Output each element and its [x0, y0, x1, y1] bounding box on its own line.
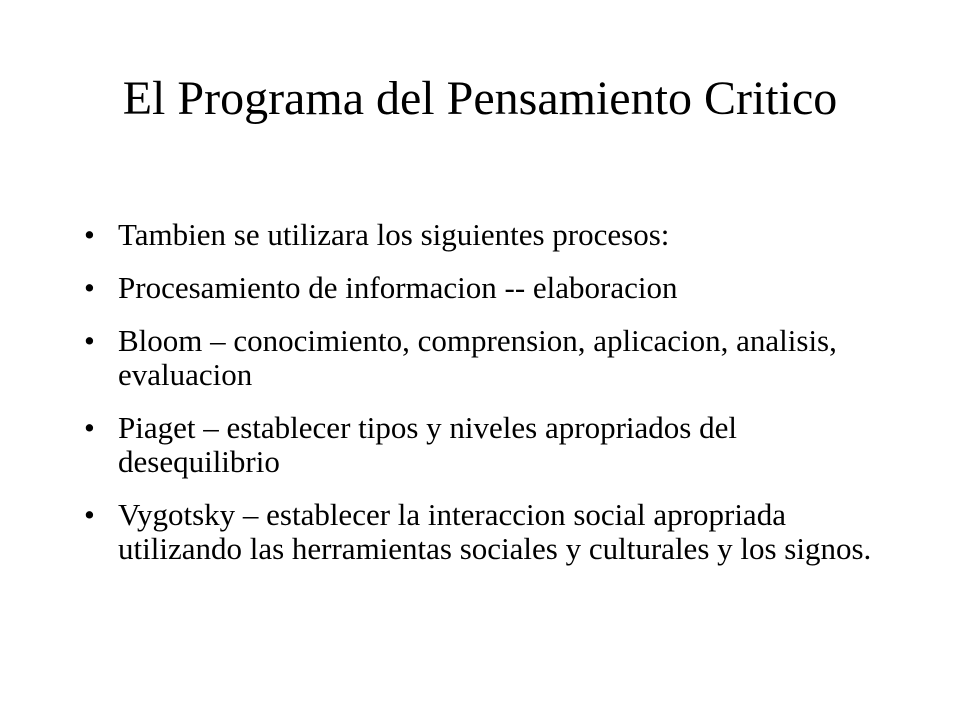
- bullet-text: Procesamiento de informacion -- elaboracion: [118, 270, 678, 305]
- bullet-icon: •: [84, 410, 95, 445]
- bullet-item: [84, 411, 884, 479]
- bullet-item: [84, 218, 884, 252]
- bullet-list: [84, 218, 884, 585]
- bullet-icon: •: [84, 323, 95, 358]
- bullet-item: [84, 324, 884, 392]
- bullet-item: [84, 498, 884, 566]
- bullet-text: Tambien se utilizara los siguientes procesos:: [118, 217, 670, 252]
- bullet-icon: •: [84, 497, 95, 532]
- bullet-text: Piaget – establecer tipos y niveles apropriados del desequilibrio: [118, 410, 737, 479]
- slide-title: El Programa del Pensamiento Critico: [122, 72, 838, 125]
- bullet-icon: •: [84, 217, 95, 252]
- bullet-icon: •: [84, 270, 95, 305]
- bullet-item: [84, 271, 884, 305]
- bullet-text: Vygotsky – establecer la interaccion social apropriada utilizando las herramientas sociales y culturales y los signos.: [118, 497, 872, 566]
- bullet-text: Bloom – conocimiento, comprension, aplicacion, analisis, evaluacion: [118, 323, 837, 392]
